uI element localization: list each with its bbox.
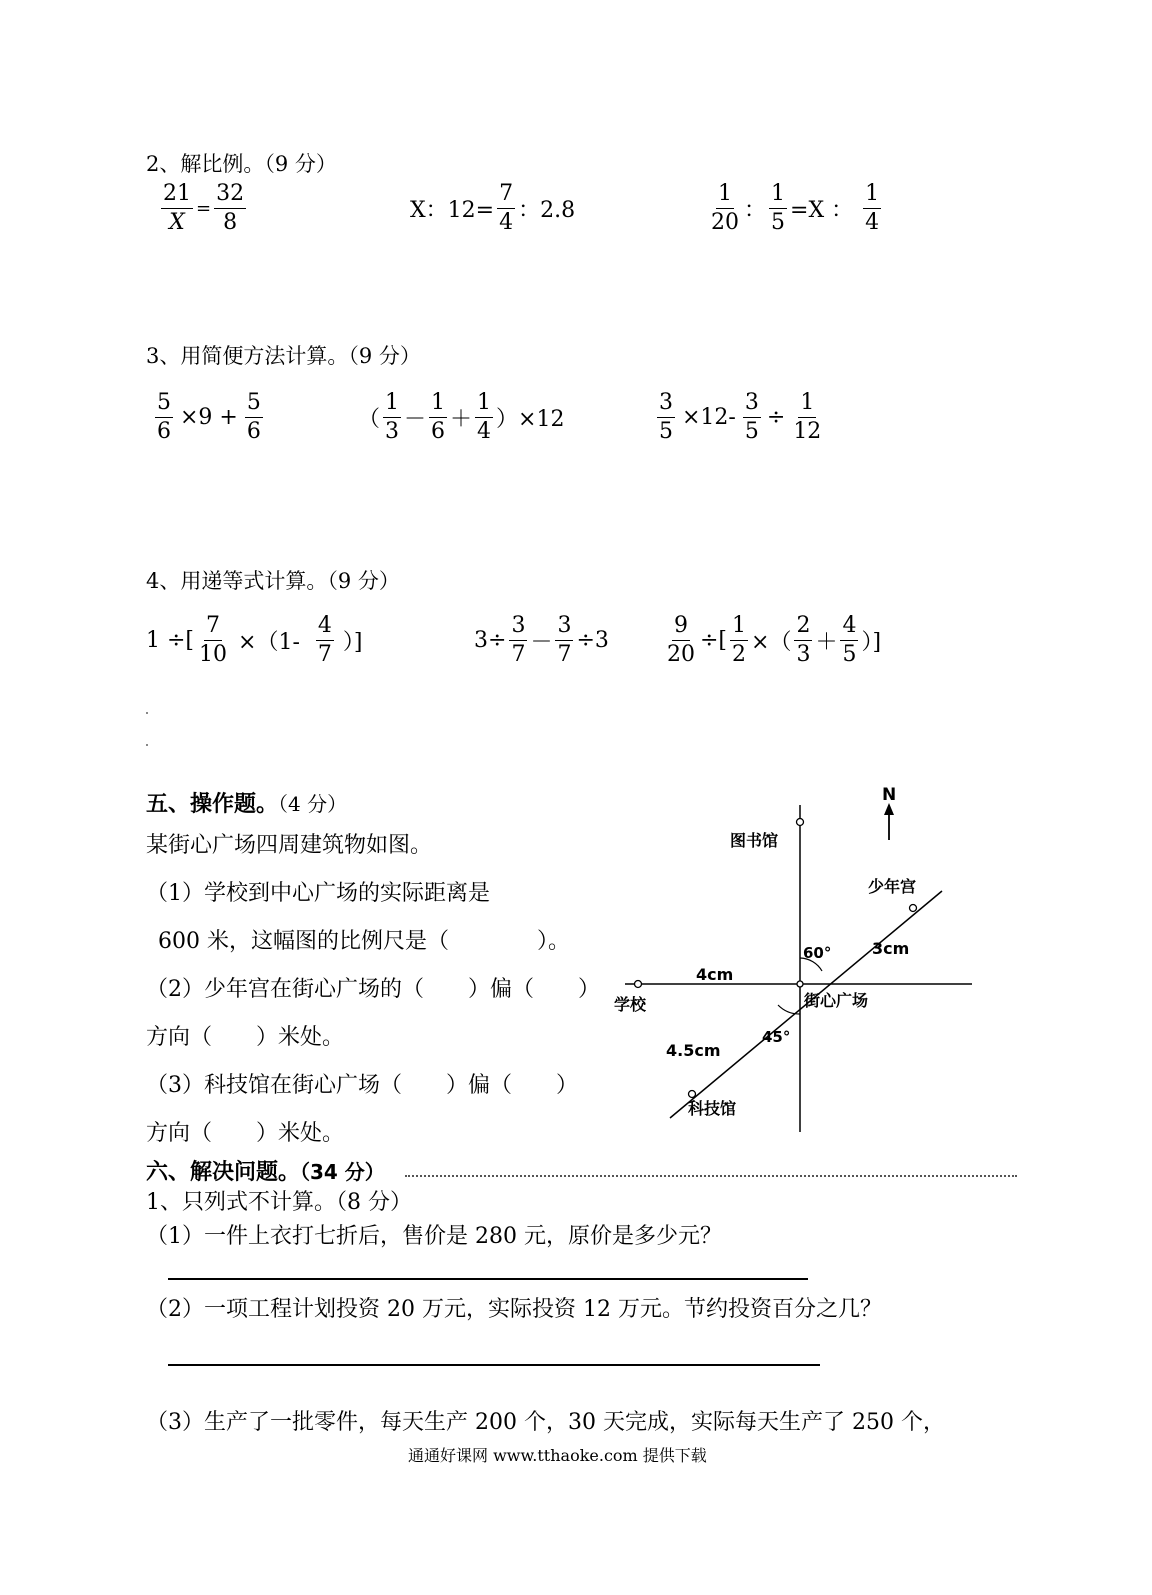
distance-school-label: 4cm [696, 965, 734, 984]
sec6-problem-3: （3）生产了一批零件，每天生产 200 个，30 天完成，实际每天生产了 250 个， [146, 1410, 945, 1435]
q4-expr-2: 3÷ $\frac{3}{7}$ － $\frac{3}{7}$ ÷3 [474, 613, 609, 667]
sec5-q2-line2: 方向（ ）米处。 [146, 1025, 345, 1050]
q2-expr-2: X：12= $\frac{7}{4}$ ：2.8 [410, 181, 576, 235]
answer-line-2 [168, 1364, 820, 1366]
sec6-problem-2: （2）一项工程计划投资 20 万元，实际投资 12 万元。节约投资百分之几？ [146, 1297, 882, 1322]
center-point [797, 981, 803, 987]
library-label: 图书馆 [730, 831, 779, 850]
distance-science-label: 4.5cm [666, 1041, 721, 1060]
sec5-q1-line1: （1）学校到中心广场的实际距离是 [146, 881, 490, 906]
q2-expr-3: $\frac{1}{20}$ ： $\frac{1}{5}$ =X ： $\frac{1}{4}$ [711, 181, 880, 235]
q2-expr-1: $\frac{21}{X}$ = $\frac{32}{8}$ [163, 181, 245, 235]
q4-title: 4、用递等式计算。（9 分） [146, 569, 400, 593]
dotted-separator [405, 1175, 1017, 1177]
sec5-q3-line2: 方向（ ）米处。 [146, 1121, 345, 1146]
sec6-heading: 六、解决问题。（34 分） [146, 1160, 385, 1185]
youth-palace-point [910, 905, 917, 912]
distance-youth-label: 3cm [872, 939, 910, 958]
youth-palace-label: 少年宫 [868, 877, 917, 896]
answer-line-1 [168, 1278, 808, 1280]
north-label: N [882, 785, 897, 805]
school-label: 学校 [614, 995, 647, 1014]
location-map-diagram [600, 770, 1000, 1150]
q3-expr-3: $\frac{3}{5}$ ×12- $\frac{3}{5}$ ÷ $\frac{1}{12}$ [659, 390, 822, 444]
q3-expr-2: （ $\frac{1}{3}$ － $\frac{1}{6}$ ＋ $\frac{1}{4}$ ）×12 [358, 390, 565, 444]
q3-expr-1: $\frac{5}{6}$ ×9 + $\frac{5}{6}$ [157, 390, 261, 444]
q3-title: 3、用简便方法计算。（9 分） [146, 344, 421, 368]
sec6-problem-1: （1）一件上衣打七折后，售价是 280 元，原价是多少元？ [146, 1224, 722, 1249]
sec5-q2-line1: （2）少年宫在街心广场的（ ）偏（ ） [146, 977, 600, 1002]
footer-text: 通通好课网 www.tthaoke.com 提供下载 [408, 1446, 707, 1465]
angle-45-label: 45° [762, 1028, 791, 1046]
q2-title: 2、解比例。（9 分） [146, 152, 337, 176]
q4-expr-1: 1 ÷[ $\frac{7}{10}$ ×（1- $\frac{4}{7}$ ）] [146, 613, 363, 667]
sec5-intro: 某街心广场四周建筑物如图。 [146, 833, 433, 858]
science-museum-label: 科技馆 [688, 1099, 737, 1118]
angle-60-label: 60° [803, 944, 832, 962]
sec5-q3-line1: （3）科技馆在街心广场（ ）偏（ ） [146, 1073, 578, 1098]
school-point [635, 981, 642, 988]
sec5-q1-line2: 600 米，这幅图的比例尺是（ ）。 [158, 929, 570, 954]
sec5-heading: 五、操作题。（4 分） [146, 792, 348, 817]
stray-dot [146, 712, 148, 714]
sec6-sub1: 1、只列式不计算。（8 分） [146, 1190, 412, 1215]
science-museum-point [689, 1091, 696, 1098]
library-point [797, 819, 804, 826]
center-label: 街心广场 [804, 991, 869, 1010]
stray-dot [146, 744, 148, 746]
q4-expr-3: $\frac{9}{20}$ ÷[ $\frac{1}{2}$ ×（ $\frac{2}{3}$ ＋ $\frac{4}{5}$ ）] [667, 613, 882, 667]
